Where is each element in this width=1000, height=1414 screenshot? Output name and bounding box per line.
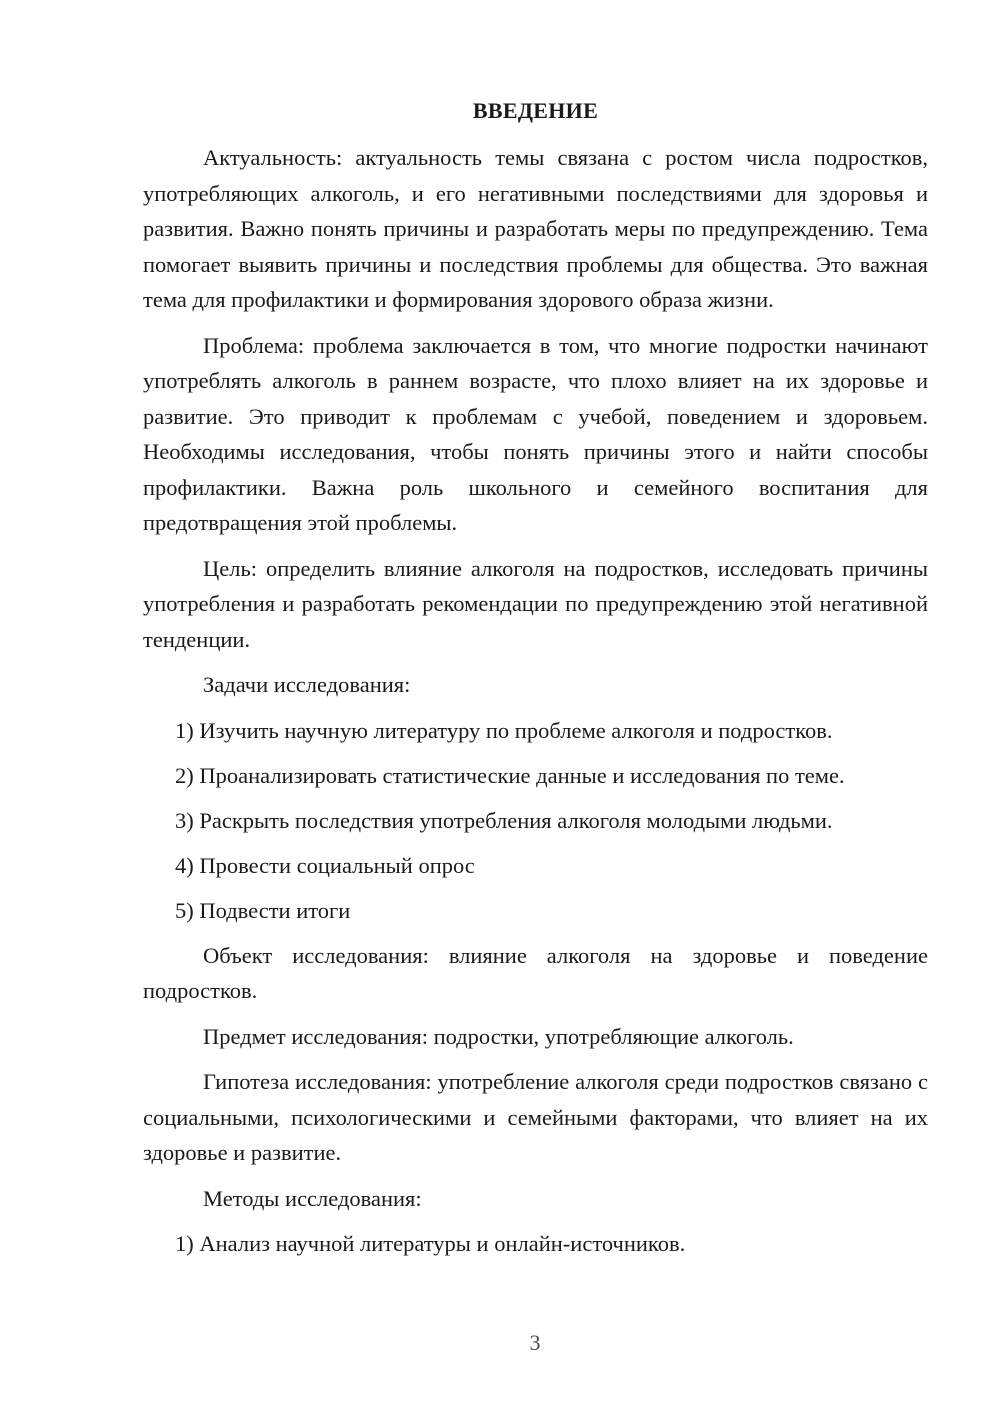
relevance-paragraph: Актуальность: актуальность темы связана с ростом числа подростков, употребляющих алкоголь, и его негативными последствиями для здоровья и развития. Важно понять причины и разработать меры по предупреждению. Тема помогает выявить причины и последствия проблемы для общества. Это важная тема для профилактики и формирования здорового образа жизни. <box>143 145 928 312</box>
hypothesis-paragraph: Гипотеза исследования: употребление алкоголя среди подростков связано с социальными, психологическими и семейными факторами, что влияет на их здоровье и развитие. <box>143 1069 928 1165</box>
methods-heading: Методы исследования: <box>203 1185 422 1211</box>
task-item: 2) Проанализировать статистические данные и исследования по теме. <box>175 762 845 788</box>
tasks-list <box>143 713 928 928</box>
object-paragraph: Объект исследования: влияние алкоголя на здоровье и поведение подростков. <box>143 942 928 1003</box>
task-item: 3) Раскрыть последствия употребления алкоголя молодыми людьми. <box>175 807 833 833</box>
method-item: 1) Анализ научной литературы и онлайн-источников. <box>175 1231 686 1256</box>
task-item: 4) Провести социальный опрос <box>175 852 475 878</box>
subject-paragraph: Предмет исследования: подростки, употребляющие алкоголь. <box>203 1023 794 1049</box>
task-item: 5) Подвести итоги <box>175 897 351 923</box>
page-number: 3 <box>529 1330 541 1355</box>
section-title: ВВЕДЕНИЕ <box>472 98 599 123</box>
task-item: 1) Изучить научную литературу по проблеме алкоголя и подростков. <box>175 717 833 743</box>
tasks-heading: Задачи исследования: <box>203 672 411 697</box>
page-content <box>143 93 928 1271</box>
problem-paragraph: Проблема: проблема заключается в том, что многие подростки начинают употреблять алкоголь в раннем возрасте, что плохо влияет на их здоровье и развитие. Это приводит к проблемам с учебой, поведением и здоровьем. Необходимы исследования, чтобы понять причины этого и найти способы профилактики. Важна роль школьного и семейного воспитания для предотвращения этой проблемы. <box>143 332 928 535</box>
goal-paragraph: Цель: определить влияние алкоголя на подростков, исследовать причины употребления и разработать рекомендации по предупреждению этой негативной тенденции. <box>143 555 928 652</box>
methods-list <box>143 1226 928 1261</box>
